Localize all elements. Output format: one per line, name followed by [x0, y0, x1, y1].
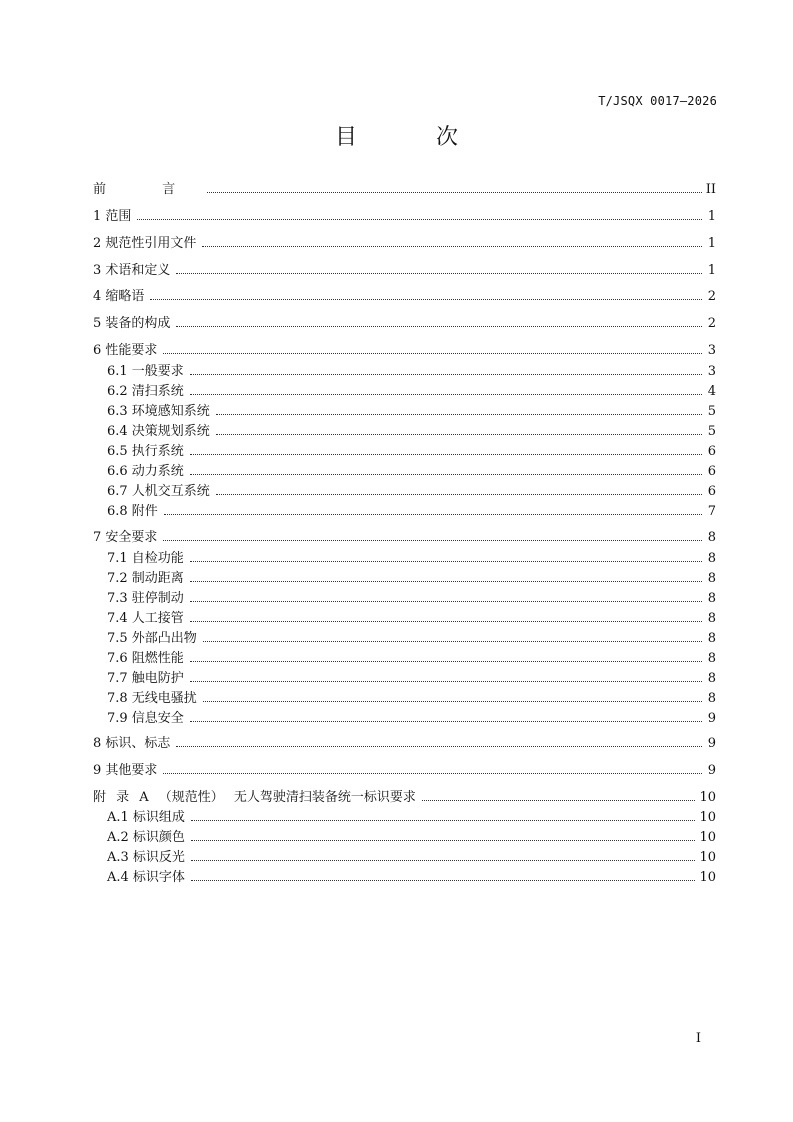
toc-entry-page: 8: [707, 671, 716, 686]
toc-entry-page: 2: [707, 316, 716, 331]
toc-entry-page: 8: [707, 651, 716, 666]
toc-entry-page: 4: [707, 384, 716, 399]
toc-entry-label: 7.2 制动距离: [107, 571, 184, 586]
toc-leader-dots: [190, 549, 702, 562]
toc-entry[interactable]: [107, 669, 716, 687]
toc-entry-page: 8: [707, 530, 716, 545]
toc-entry-label: 7 安全要求: [93, 530, 158, 545]
toc-entry-label: 6 性能要求: [93, 343, 158, 358]
toc-title: 目 次: [335, 125, 494, 150]
toc-entry-label: 6.2 清扫系统: [107, 384, 184, 399]
toc-entry-label: 2 规范性引用文件: [93, 236, 197, 251]
toc-entry-label: 7.8 无线电骚扰: [107, 691, 197, 706]
toc-entry-page: 8: [707, 551, 716, 566]
toc-entry[interactable]: [107, 362, 716, 380]
toc-entry-label: 7.3 驻停制动: [107, 591, 184, 606]
toc-entry-label: 7.9 信息安全: [107, 711, 184, 726]
toc-entry-page: 3: [707, 343, 716, 358]
toc-entry-label: 5 装备的构成: [93, 316, 171, 331]
toc-entry-page: 5: [707, 424, 716, 439]
toc-entry-page: 9: [707, 736, 716, 751]
toc-entry-page: II: [705, 182, 716, 197]
toc-entry[interactable]: [107, 848, 716, 866]
toc-leader-dots: [216, 422, 702, 435]
toc-leader-dots: [190, 362, 702, 375]
toc-entry-page: 1: [707, 236, 716, 251]
toc-entry-page: 10: [699, 810, 716, 825]
toc-entry-label: 6.7 人机交互系统: [107, 484, 210, 499]
toc-entry[interactable]: [93, 314, 716, 332]
toc-entry[interactable]: [93, 261, 716, 279]
page-number: I: [695, 1031, 701, 1046]
toc-leader-dots: [202, 234, 702, 247]
toc-entry-page: 9: [707, 763, 716, 778]
toc-leader-dots: [207, 180, 702, 193]
toc-leader-dots: [190, 569, 702, 582]
toc-entry[interactable]: [93, 734, 716, 752]
toc-entry[interactable]: [93, 207, 716, 225]
toc-entry[interactable]: [107, 609, 716, 627]
toc-leader-dots: [190, 442, 702, 455]
toc-entry-label: 1 范围: [93, 209, 132, 224]
toc-leader-dots: [203, 689, 702, 702]
toc-leader-dots: [164, 502, 702, 515]
toc-entry[interactable]: [93, 761, 716, 779]
toc-entry-label: 6.3 环境感知系统: [107, 404, 210, 419]
toc-leader-dots: [190, 462, 702, 475]
toc-entry-label: 3 术语和定义: [93, 263, 171, 278]
toc-entry-label: A.1 标识组成: [107, 810, 185, 825]
toc-leader-dots: [216, 402, 702, 415]
toc-leader-dots: [176, 261, 702, 274]
toc-entry-page: 5: [707, 404, 716, 419]
toc-entry-label: 4 缩略语: [93, 289, 145, 304]
toc-entry[interactable]: [107, 422, 716, 440]
toc-leader-dots: [191, 808, 696, 821]
toc-entry-page: 10: [699, 830, 716, 845]
toc-entry[interactable]: [107, 709, 716, 727]
toc-entry-label: A.4 标识字体: [107, 870, 185, 885]
toc-entry-page: 1: [707, 263, 716, 278]
toc-leader-dots: [176, 734, 702, 747]
toc-leader-dots: [163, 761, 702, 774]
toc-entry-label: 9 其他要求: [93, 763, 158, 778]
toc-entry-page: 10: [699, 790, 716, 805]
toc-entry-page: 10: [699, 850, 716, 865]
toc-leader-dots: [191, 828, 696, 841]
toc-leader-dots: [191, 848, 696, 861]
toc-entry[interactable]: [107, 382, 716, 400]
toc-entry-label: 6.6 动力系统: [107, 464, 184, 479]
toc-entry[interactable]: [107, 482, 716, 500]
toc-entry[interactable]: [107, 629, 716, 647]
toc-entry[interactable]: [107, 442, 716, 460]
toc-leader-dots: [203, 629, 702, 642]
toc-entry[interactable]: [107, 649, 716, 667]
toc-entry-label: 7.5 外部凸出物: [107, 631, 197, 646]
toc-entry-page: 8: [707, 591, 716, 606]
toc-entry[interactable]: [107, 569, 716, 587]
toc-entry-label: 7.1 自检功能: [107, 551, 184, 566]
toc-entry-label: 8 标识、标志: [93, 736, 171, 751]
toc-entry-page: 7: [707, 504, 716, 519]
toc-entry-page: 6: [707, 464, 716, 479]
toc-entry-label: 7.6 阻燃性能: [107, 651, 184, 666]
toc-entry-label: 6.5 执行系统: [107, 444, 184, 459]
toc-entry[interactable]: [107, 402, 716, 420]
toc-leader-dots: [190, 382, 702, 395]
toc-entry[interactable]: [93, 234, 716, 252]
toc-leader-dots: [190, 709, 702, 722]
toc-entry[interactable]: [93, 528, 716, 546]
toc-entry[interactable]: [93, 287, 716, 305]
toc-leader-dots: [176, 314, 702, 327]
toc-entry[interactable]: [107, 589, 716, 607]
toc-leader-dots: [163, 528, 702, 541]
toc-entry-page: 6: [707, 444, 716, 459]
toc-entry-label: 6.8 附件: [107, 504, 158, 519]
toc-leader-dots: [216, 482, 702, 495]
toc-entry-page: 8: [707, 631, 716, 646]
toc-entry[interactable]: [93, 180, 716, 198]
toc-entry-label: A.3 标识反光: [107, 850, 185, 865]
toc-entry-label: 6.1 一般要求: [107, 364, 184, 379]
toc-entry-page: 9: [707, 711, 716, 726]
toc-entry-label: 附 录 A （规范性） 无人驾驶清扫装备统一标识要求: [93, 790, 416, 805]
toc-entry-page: 2: [707, 289, 716, 304]
toc-entry[interactable]: [93, 788, 716, 806]
toc-entry-label: A.2 标识颜色: [107, 830, 185, 845]
toc-entry-label: 7.7 触电防护: [107, 671, 184, 686]
toc-entry-label: 7.4 人工接管: [107, 611, 184, 626]
toc-entry-label: 6.4 决策规划系统: [107, 424, 210, 439]
toc-entry[interactable]: [93, 341, 716, 359]
toc-leader-dots: [163, 341, 702, 354]
toc-leader-dots: [190, 649, 702, 662]
toc-entry-page: 8: [707, 691, 716, 706]
toc-entry[interactable]: [107, 462, 716, 480]
toc-entry-page: 8: [707, 571, 716, 586]
toc-entry[interactable]: [107, 808, 716, 826]
toc-leader-dots: [190, 669, 702, 682]
toc-leader-dots: [190, 589, 702, 602]
toc-entry[interactable]: [107, 549, 716, 567]
toc-leader-dots: [150, 287, 702, 300]
toc-entry[interactable]: [107, 828, 716, 846]
toc-entry-page: 1: [707, 209, 716, 224]
toc-entry-page: 6: [707, 484, 716, 499]
toc-leader-dots: [137, 207, 702, 220]
toc-leader-dots: [191, 868, 696, 881]
document-code: T/JSQX 0017—2026: [598, 94, 717, 108]
toc-entry-label: 前 言: [93, 182, 202, 197]
toc-entry[interactable]: [107, 689, 716, 707]
toc-entry-page: 3: [707, 364, 716, 379]
toc-leader-dots: [190, 609, 702, 622]
toc-entry-page: 8: [707, 611, 716, 626]
toc-leader-dots: [422, 788, 696, 801]
toc-entry[interactable]: [107, 868, 716, 886]
toc-entry[interactable]: [107, 502, 716, 520]
toc-entry-page: 10: [699, 870, 716, 885]
